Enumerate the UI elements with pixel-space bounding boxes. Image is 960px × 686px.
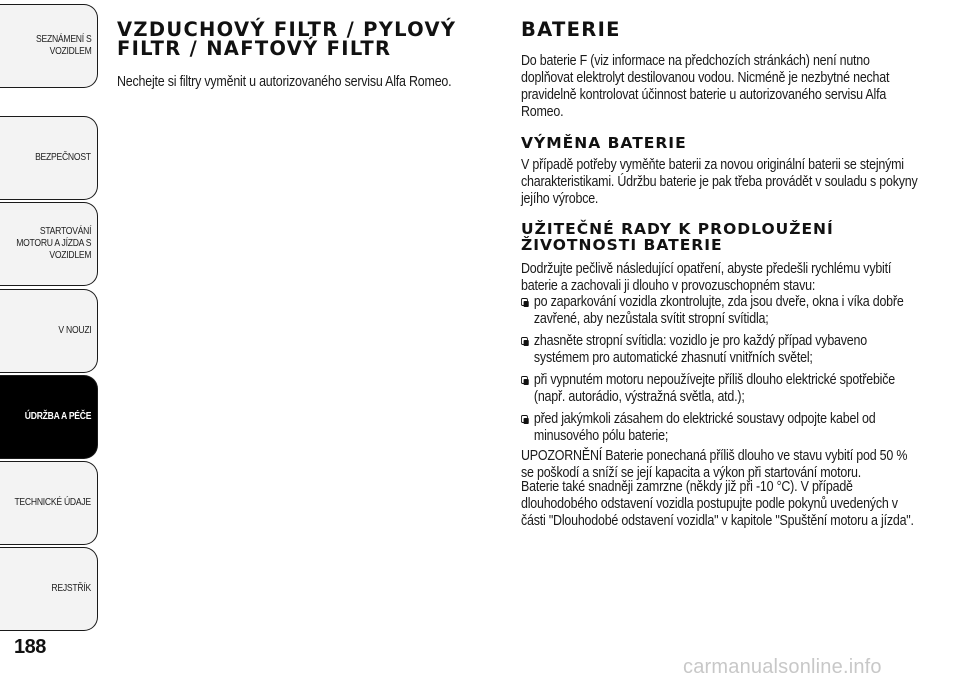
tab-label: STARTOVÁNÍ MOTORU A JÍZDA S VOZIDLEM [15, 226, 91, 261]
tab-v-nouzi[interactable] [0, 289, 98, 373]
list-item: při vypnutém motoru nepoužívejte příliš dlouho elektrické spotřebiče (např. autorádio, výstražná světla, atd.); [521, 372, 920, 406]
watermark: carmanualsonline.info [683, 656, 882, 678]
filter-section [117, 20, 477, 91]
filter-heading: VZDUCHOVÝ FILTR / PYLOVÝ FILTR / NAFTOVÝ FILTR [117, 18, 457, 60]
tab-bezpecnost[interactable] [0, 116, 98, 200]
tab-label: REJSTŘÍK [51, 583, 91, 594]
tab-rejstrik[interactable] [0, 547, 98, 631]
battery-section [521, 20, 921, 530]
battery-note: Baterie také snadněji zamrzne (někdy již při -10 °C). V případě dlouhodobého odstavení vozidla postupujte podle pokynů uvedených v části "Dlouhodobé odstavení vozidla" v kapitole "Spuštění motoru a jízda". [521, 479, 914, 529]
tab-startovani-motoru[interactable] [0, 202, 98, 286]
chapter-sidebar [0, 0, 104, 640]
battery-heading: BATERIE [521, 18, 621, 41]
tab-label: BEZPEČNOST [35, 152, 91, 163]
checkbox-bullet-icon [521, 376, 528, 384]
battery-intro: Do baterie F (viz informace na předchozích stránkách) není nutno doplňovat elektrolyt destilovanou vodou. Nicméně je nezbytné nechat pravidelně kontrolovat účinnost baterie u autorizovaného servisu Alfa Romeo. [521, 53, 890, 120]
battery-tips-heading: UŽITEČNÉ RADY K PRODLOUŽENÍ ŽIVOTNOSTI BATERIE [521, 220, 834, 254]
tab-label: V NOUZI [57, 325, 91, 336]
list-item: před jakýmkoli zásahem do elektrické soustavy odpojte kabel od minusového pólu baterie; [521, 411, 920, 445]
list-item: zhasněte stropní svítidla: vozidlo je pro každý případ vybaveno systémem pro automatické zhasnutí vnitřních světel; [521, 333, 920, 367]
battery-warning: UPOZORNĚNÍ Baterie ponechaná příliš dlouho ve stavu vybití pod 50 % se poškodí a sníží se její kapacita a výkon při startování motoru. [521, 448, 908, 481]
tab-technicke-udaje[interactable] [0, 461, 98, 545]
checkbox-bullet-icon [521, 415, 528, 423]
checkbox-bullet-icon [521, 337, 528, 345]
list-item: po zaparkování vozidla zkontrolujte, zda jsou dveře, okna i víka dobře zavřené, aby nezůstala svítit stropní svítidla; [521, 294, 920, 328]
filter-text: Nechejte si filtry vyměnit u autorizovaného servisu Alfa Romeo. [117, 74, 452, 90]
checkbox-bullet-icon [521, 298, 528, 306]
battery-tips-list-wrap [521, 294, 920, 445]
battery-replace-heading: VÝMĚNA BATERIE [521, 134, 687, 152]
battery-replace-text: V případě potřeby vyměňte baterii za novou originální baterii se stejnými charakteristikami. Údržbu baterie je pak třeba provádět v souladu s pokyny jejího výrobce. [521, 157, 918, 207]
tab-label: TECHNICKÉ ÚDAJE [14, 497, 91, 508]
battery-tips-intro: Dodržujte pečlivě následující opatření, abyste předešli rychlému vybití baterie a zachovali ji dlouho v provozuschopném stavu: [521, 261, 892, 294]
battery-tips-list [521, 294, 920, 445]
tab-label: SEZNÁMENÍ S VOZIDLEM [35, 34, 91, 57]
tab-seznameni-s-vozidlem[interactable] [0, 4, 98, 88]
tab-label: ÚDRŽBA A PÉČE [24, 411, 91, 422]
page-number: 188 [14, 636, 46, 658]
tab-udrzba-a-pece[interactable] [0, 375, 98, 459]
